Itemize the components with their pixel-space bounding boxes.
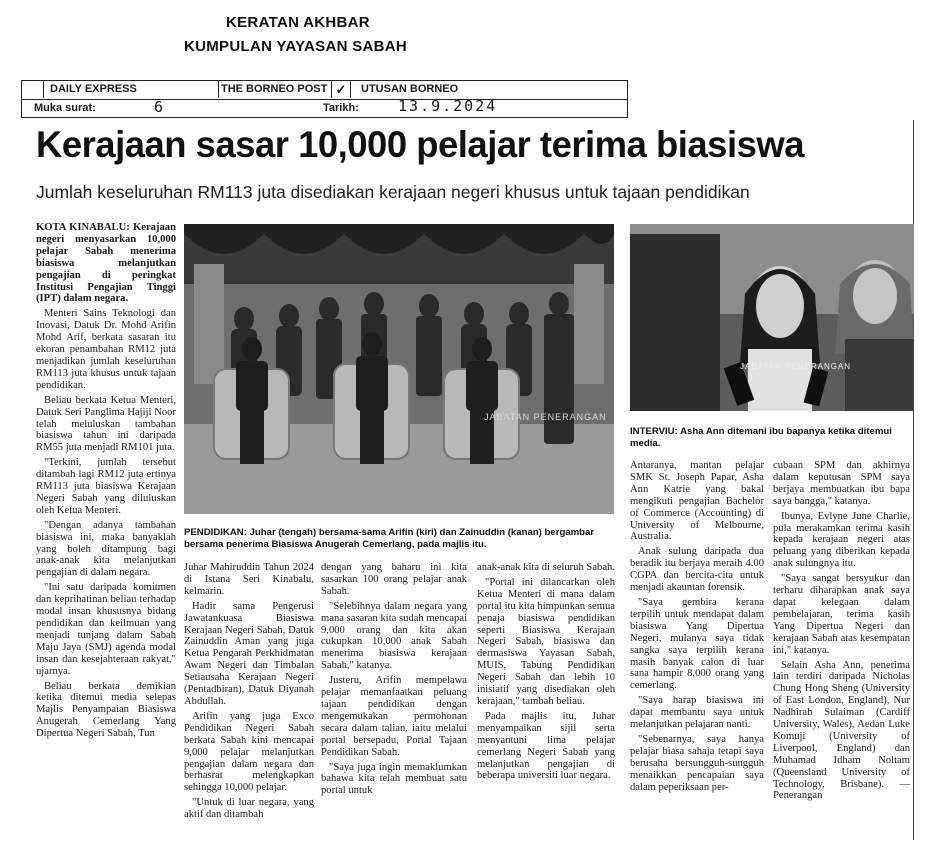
- source-table-row2: [22, 99, 627, 117]
- col3-para-3: Justeru, Arifin mempelawa pelajar memanfaatkan peluang tajaan pendidikan dengan mengemukakan permohonan secara dalam talian, iaitu melalui portal bersepadu, Portal Tajaan Pendidikan Sabah.: [321, 675, 467, 758]
- source-table: [21, 80, 628, 118]
- article-column-5: [630, 460, 764, 840]
- watermark-interview: JABATAN PENERANGAN: [740, 362, 852, 371]
- col2-para-2: Hadir sama Pengerusi Jawatankuasa Biasiswa Kerajaan Negeri Sabah, Datuk Zainuddin Aman yang juga Ketua Pengarah Perkhidmatan Awam Negeri dan Timbalan Setiausaha Kerajaan Negeri (Pentadbiran), Datuk Diyanah Abdullah.: [184, 600, 314, 707]
- col3-para-4: "Saya juga ingin memaklumkan bahawa kita telah membuat satu portal untuk: [321, 761, 467, 797]
- clipping-subtitle: KUMPULAN YAYASAN SABAH: [184, 38, 408, 55]
- page-value: 6: [154, 98, 166, 116]
- col1-para-3: Beliau berkata Ketua Menteri, Datuk Seri Panglima Hajiji Noor telah meluluskan tambahan biasiswa tahun ini daripada RM55 juta menjadi RM101 juta.: [36, 394, 176, 454]
- col1-para-6: "Ini satu daripada komitmen dan keprihatinan beliau terhadap modal insan khususnya bidang pendidikan dan keilmuan yang menjadi tunjang dalam Sabah Maju Jaya (SMJ) agenda modal insan dan kesejahteraan rakyat," ujarnya.: [36, 582, 176, 677]
- watermark-main: JABATAN PENERANGAN: [484, 412, 607, 422]
- col4-para-2: "Portal ini dilancarkan oleh Ketua Menteri di mana dalam portal itu kita himpunkan semua penaja biasiswa pendidikan seperti Biasiswa Kerajaan Negeri Sabah, biasiswa dan dermasiswa Yayasan Sabah, MUIS, Tabung Pendidikan Negeri Sabah dan lebih 10 inisiatif yang disediakan oleh kerajaan," tambah beliau.: [477, 576, 615, 707]
- source-daily-express: DAILY EXPRESS: [44, 81, 219, 98]
- col2-para-1: Juhar Mahiruddin Tahun 2024 di Istana Seri Kinabalu, kelmarin.: [184, 562, 314, 597]
- article-column-4: [477, 562, 615, 840]
- article-column-6: [773, 460, 910, 840]
- col1-para-2: Menteri Sains Teknologi dan Inovasi, Datuk Dr. Mohd Arifin Mohd Arif, berkata sasaran itu ekoran penambahan RM12 juta menjadikan jumlah keseluruhan RM113 juta khusus untuk tajaan pendidikan.: [36, 308, 176, 391]
- col2-para-3: Arifin yang juga Exco Pendidikan Negeri Sabah berkata Sabah kini mencapai 9,000 pelajar melanjutkan pengajian dalam negara dan berhasrat melengkapkan sehingga 10,000 pelajar.: [184, 710, 314, 794]
- col1-para-5: "Dengan adanya tambahan biasiswa ini, maka banyaklah yang boleh ditampung bagi anak-anak kita melanjutkan pengajian di dalam negara.: [36, 519, 176, 579]
- col1-para-7: Beliau berkata demikian ketika ditemui media selepas Majlis Penyampaian Biasiswa Anugerah Cemerlang Yang Dipertua Negeri Sabah, Tun: [36, 680, 176, 740]
- caption-main: PENDIDIKAN: Juhar (tengah) bersama-sama Arifin (kiri) dan Zainuddin (kanan) bergambar bersama penerima Biasiswa Anugerah Cemerlang, pada majlis itu.: [184, 527, 595, 550]
- article-headline: Kerajaan sasar 10,000 pelajar terima biasiswa: [36, 124, 804, 165]
- article-column-1: [36, 222, 176, 840]
- col1-para-1: KOTA KINABALU: Kerajaan negeri menyasarkan 10,000 pelajar Sabah menerima biasiswa melanjutkan pengajian di peringkat Institusi Pengajian Tinggi (IPT) dalam negara.: [36, 222, 176, 305]
- col5-para-4: "Saya harap biasiswa ini dapat membantu saya untuk melanjutkan pelajaran nanti.: [630, 695, 764, 731]
- date-label: Tarikh:: [323, 102, 359, 114]
- check-mark-icon: ✓: [332, 81, 351, 98]
- col2-para-4: "Untuk di luar negara, yang aktif dan ditambah: [184, 797, 314, 821]
- col6-para-4: Selain Asha Ann, penerima lain terdiri daripada Nicholas Chung Hong Sheng (University of East London, England), Nur Nadhirah Sulaiman (Cardiff University, Wales), Aedan Luke Komuji (University of Liverpool, England) dan Muhamad Idham Noltam (Queensland University of Technology, Brisbane). — Penerangan: [773, 659, 910, 802]
- article-column-3: [321, 562, 467, 840]
- page-label: Muka surat:: [34, 102, 96, 114]
- col3-para-1: dengan yang baharu ini kita sasarkan 100 orang pelajar anak Sabah.: [321, 562, 467, 597]
- interview-photo-graphic: [630, 224, 914, 411]
- col3-para-2: "Selebihnya dalam negara yang mana sasaran kita sudah mencapai 9,000 orang dan kita akan cukupkan 10,000 anak Sabah menerima biasiswa kerajaan Sabah," katanya.: [321, 600, 467, 672]
- interview-photo: [630, 224, 914, 411]
- article-column-2: [184, 562, 314, 840]
- col6-para-2: Ibunya, Evlyne June Charlie, pula merakamkan terima kasih kepada kerajaan negeri atas peluang yang diberikan kepada anak sulungnya itu.: [773, 510, 910, 570]
- clipping-title: KERATAN AKHBAR: [226, 14, 370, 31]
- col5-para-5: "Sebenarnya, saya hanya pelajar biasa sahaja tetapi saya berusaha bersungguh-sungguh menaikkan pencapaian saya dalam peperiksaan per-: [630, 733, 764, 793]
- col1-para-4: "Terkini, jumlah tersebut ditambah lagi RM12 juta ertinya RM113 juta biasiswa Kerajaan Negeri Sabah yang diluluskan oleh Ketua Menteri.: [36, 457, 176, 516]
- col5-para-3: "Saya gembira kerana terpilih untuk mendapat dalam biasiswa Yang Dipertua Negeri, mulanya saya tidak sangka saya terpilih kerana masih banyak calon di luar sana hampir 8,000 orang yang cemerlang.: [630, 596, 764, 692]
- main-photo: [184, 224, 614, 514]
- col4-para-1: anak-anak kita di seluruh Sabah.: [477, 562, 615, 573]
- date-value: 13.9.2024: [398, 97, 498, 115]
- source-utusan-borneo: UTUSAN BORNEO: [361, 83, 459, 95]
- col6-para-3: "Saya sangat bersyukur dan terharu diharapkan anak saya dapat kelegaan dalam pembelajaran, terima kasih Yang Dipertua Negeri dan kerajaan Sabah atas kesempatan ini," katanya.: [773, 573, 910, 656]
- col5-para-1: Antaranya, mantan pelajar SMK St. Joseph Papar, Asha Ann Katrie yang bakal mengikuti pengajian Bachelor of Commerce (Accounting) di University of Melbourne, Australia.: [630, 460, 764, 543]
- ceremony-photo-graphic: [184, 224, 614, 514]
- col4-para-3: Pada majlis itu, Juhar menyampaikan sijil serta menyantuni lima pelajar cemerlang Negeri Sabah yang melanjutkan pengajian di beberapa universiti luar negara.: [477, 710, 615, 782]
- col6-para-1: cubaan SPM dan akhirnya dalam keputusan SPM saya berjaya membuatkan ibu bapa saya bangga," katanya.: [773, 460, 910, 507]
- caption-interview: INTERVIU: Asha Ann ditemani ibu bapanya ketika ditemui media.: [630, 426, 892, 449]
- article-subheadline: Jumlah keseluruhan RM113 juta disediakan kerajaan negeri khusus untuk tajaan pendidikan: [36, 182, 750, 202]
- col5-para-2: Anak sulung daripada dua beradik itu berjaya meraih 4.00 CGPA dan bercita-cita untuk menjadi akauntan forensik.: [630, 546, 764, 594]
- source-borneo-post: THE BORNEO POST: [219, 81, 332, 98]
